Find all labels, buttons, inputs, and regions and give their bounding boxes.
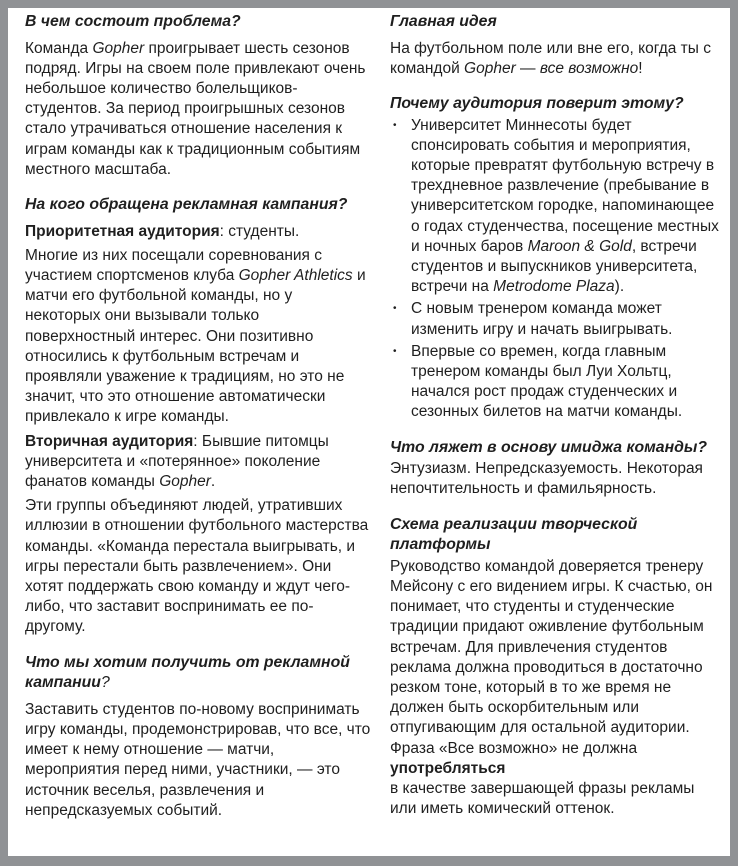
text-run: и матчи его футбольной команды, но у некоторых они вызывали только поверхностный интерес. Они позитивно относились к футбольным встречам и проявляли уважение к традициям, но это не значит, что это отношение автоматически привлекало к игре команды. [25, 267, 366, 426]
paragraph-creative-platform [390, 557, 723, 820]
text-run: Впервые со времен, когда главным тренером команды был Луи Хольтц, начался рост продаж студенческих и сезонных билетов на матчи команды. [411, 342, 683, 421]
left-column [25, 12, 371, 825]
heading-campaign-goal [25, 653, 371, 694]
heading-creative-platform: Схема реализации творческой платформы [390, 515, 638, 554]
heading-text: Что мы хотим получить от рекламной кампании [25, 653, 350, 692]
text-run: ! [638, 59, 643, 77]
paragraph-campaign-goal: Заставить студентов по-новому воспринимать игру команды, продемонстрировав, что все, что имеет к нему отношение — матчи, мероприятия перед ними, участники, — это источник веселья, развлечения и непредсказуемых событий. [25, 700, 371, 819]
paragraph-secondary-audience [25, 432, 371, 493]
emphasized-word: употребляться [390, 759, 506, 777]
text-run: Университет Миннесоты будет спонсировать события и мероприятия, которые превратят футбольную встречу в трехдневное развлечение (пребывание в университетском городке, напоминающее о годах студенчества, посещение местных и ночных баров [411, 116, 719, 255]
paragraph-problem [25, 39, 371, 180]
text-run: в качестве завершающей фразы рекламы или иметь комический оттенок. [390, 780, 695, 818]
paragraph-primary-audience [25, 222, 371, 242]
bullet-icon: • [393, 119, 397, 131]
text-run: : Бывшие питомцы университета и «потерянное» поколение фанатов команды [25, 432, 329, 491]
brand-name-maroon-gold: Maroon & Gold [527, 237, 632, 255]
brand-name-gopher: Gopher [92, 39, 145, 57]
text-run: — [515, 59, 540, 77]
brand-name-gopher: Gopher [159, 473, 211, 491]
text-run: проигрывает шесть сезонов подряд. Игры на своем поле привлекают очень небольшое количество болельщиков-студентов. За период проигрышных сезонов стало утрачиваться отношение населения к играм команды как к традиционным событиям местного масштаба. [25, 39, 366, 178]
bullet-icon: • [393, 345, 397, 357]
list-item [390, 299, 723, 339]
text-run: ). [614, 278, 625, 296]
text-run: . [210, 473, 216, 491]
paragraph-team-image: Энтузиазм. Непредсказуемость. Некоторая непочтительность и фамильярность. [390, 460, 703, 498]
label-secondary-audience: Вторичная аудитория [25, 432, 194, 450]
text-run: Руководство командой доверяется тренеру Мейсону с его видением игры. К счастью, он понимает, что студенты и студенческие традиции придают оживление футбольным встречам. Для привлечения студентов реклама должна проводиться в достаточно резком тоне, который в то же время не должен быть оскорбительным или отпугивающим для остальной аудитории. Фраза «Все возможно» не должна [390, 557, 713, 757]
list-item [390, 116, 723, 298]
question-mark: ? [100, 674, 110, 692]
brand-name-gopher-athletics: Gopher Athletics [238, 267, 353, 285]
heading-target-audience: На кого обращена рекламная кампания? [25, 196, 348, 214]
heading-why-believe: Почему аудитория поверит этому? [390, 95, 684, 112]
text-run: Многие из них посещали соревнования с участием спортсменов клуба [25, 246, 322, 285]
label-primary-audience: Приоритетная аудитория [25, 222, 220, 240]
paragraph-secondary-audience-detail: Эти группы объединяют людей, утративших иллюзии в отношении футбольного мастерства команды. «Команда перестала выигрывать, и игры перестали быть развлечением». Они хотят поддержать свою команду и ждут чего-либо, что заставит воспринимать ее по-другому. [25, 497, 369, 636]
paragraph-main-idea [390, 39, 723, 79]
text-run: Команда [25, 39, 93, 57]
heading-team-image: Что ляжет в основу имиджа команды? [390, 438, 708, 456]
brand-name-gopher: Gopher [464, 59, 516, 77]
text-run: : студенты. [219, 222, 300, 240]
text-run: На футбольном поле или вне его, когда ты с командой [390, 39, 711, 77]
brand-name-metrodome-plaza: Metrodome Plaza [493, 278, 615, 296]
paragraph-primary-audience-detail [25, 246, 371, 428]
slogan-anything-possible: все возможно [539, 59, 639, 77]
reasons-list [390, 116, 723, 423]
text-run: С новым тренером команда может изменить игру и начать выигрывать. [411, 300, 673, 338]
bullet-icon: • [393, 303, 397, 315]
heading-main-idea: Главная идея [390, 13, 497, 30]
heading-problem: В чем состоит проблема? [25, 13, 241, 30]
text-run: , встречи студентов и выпускников университета, встречи на [411, 237, 698, 296]
list-item [390, 342, 723, 423]
right-column [390, 12, 723, 825]
two-column-layout [25, 12, 724, 825]
